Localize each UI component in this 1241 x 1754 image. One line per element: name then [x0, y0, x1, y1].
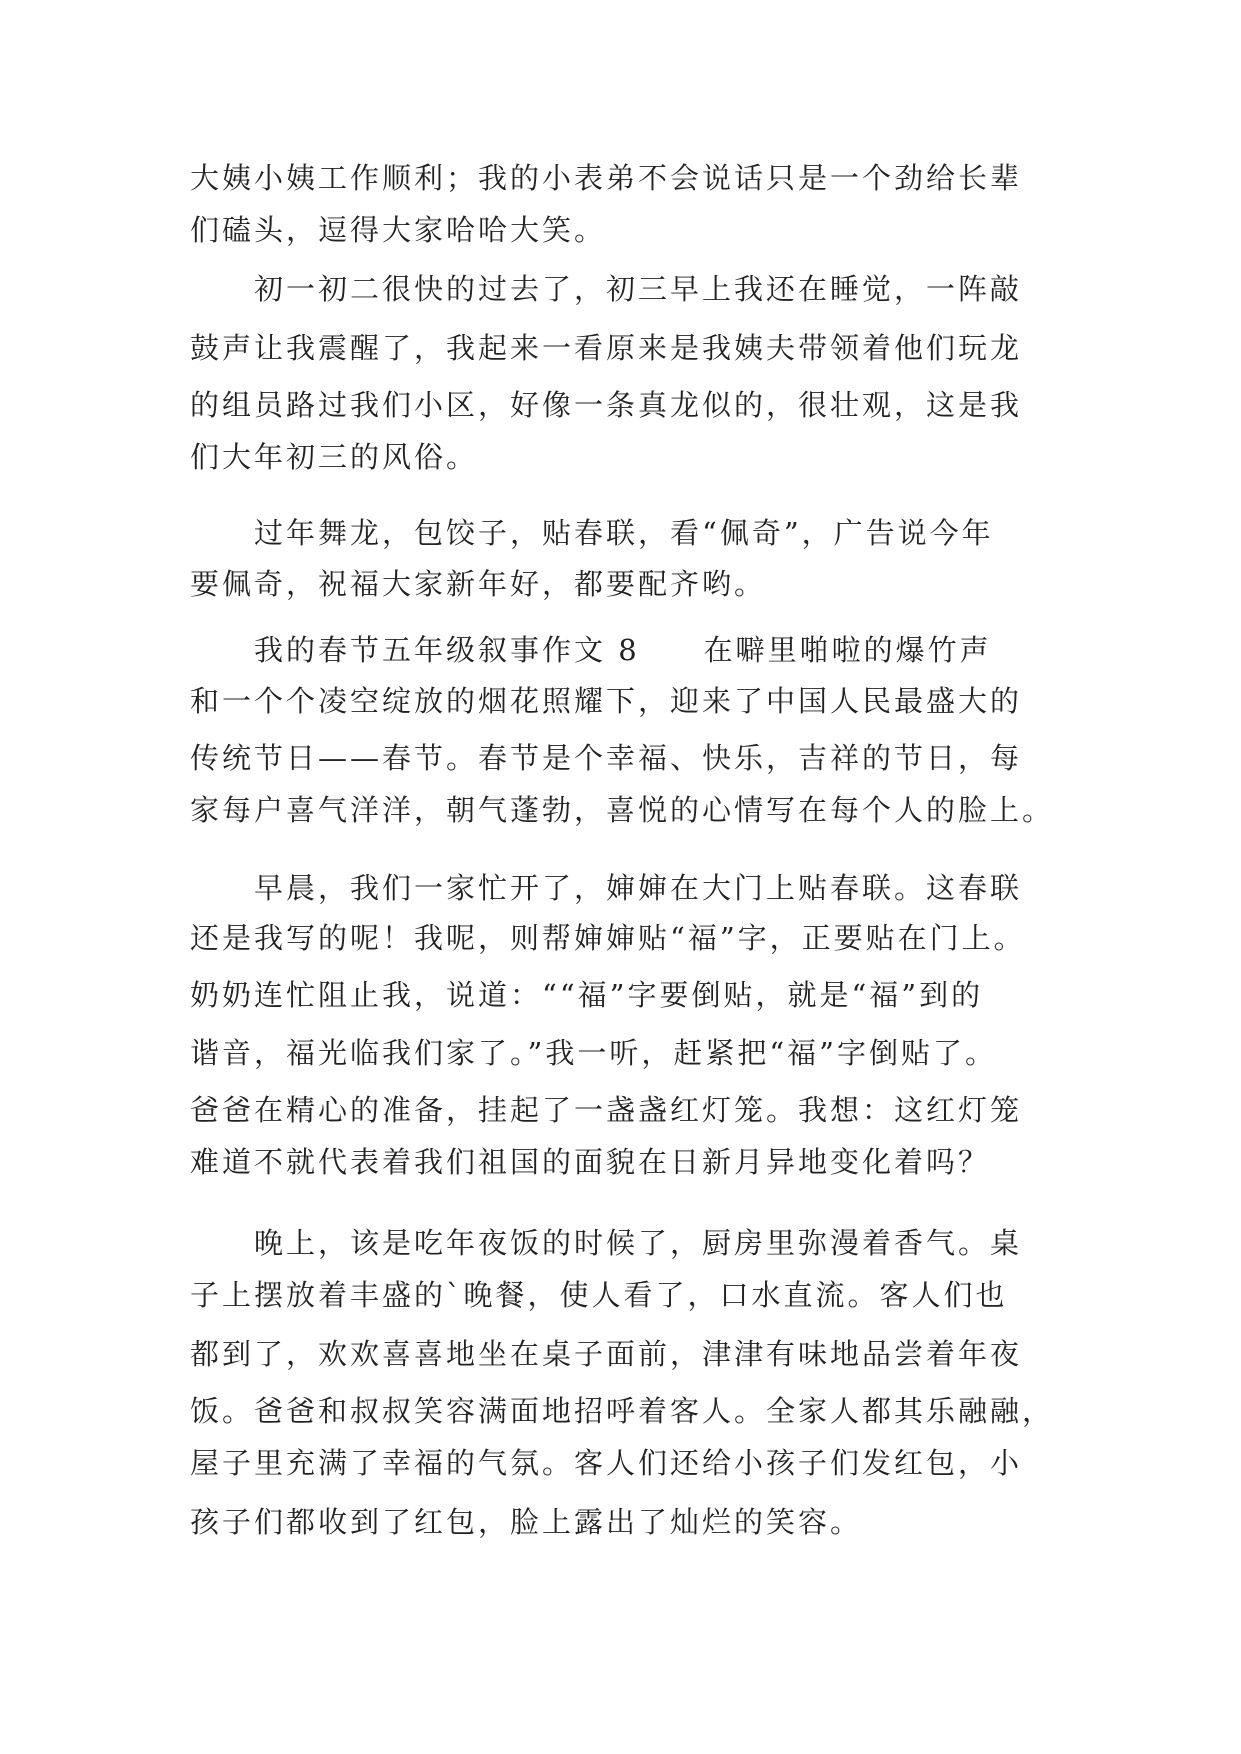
text-line: 鼓声让我震醒了，我起来一看原来是我姨夫带领着他们玩龙 [190, 331, 1023, 365]
text-line: 大姨小姨工作顺利；我的小表弟不会说话只是一个劲给长辈 [190, 161, 1023, 195]
text-line: 爸爸在精心的准备，挂起了一盏盏红灯笼。我想：这红灯笼 [190, 1093, 1023, 1127]
text-line: 要佩奇，祝福大家新年好，都要配齐哟。 [190, 567, 767, 601]
text-line: 难道不就代表着我们祖国的面貌在日新月异地变化着吗？ [190, 1145, 991, 1179]
text-line: 还是我写的呢！我呢，则帮婶婶贴“福”字，正要贴在门上。 [190, 921, 1026, 955]
text-line: 和一个个凌空绽放的烟花照耀下，迎来了中国人民最盛大的 [190, 684, 1023, 718]
text-line: 都到了，欢欢喜喜地坐在桌子面前，津津有味地品尝着年夜 [190, 1337, 1023, 1371]
text-line: 饭。爸爸和叔叔笑容满面地招呼着客人。全家人都其乐融融， [190, 1394, 1055, 1428]
text-line: 子上摆放着丰盛的`晚餐，使人看了，口水直流。客人们也 [190, 1278, 1008, 1312]
text-line: 们磕头，逗得大家哈哈大笑。 [190, 213, 607, 247]
text-line: 过年舞龙，包饺子，贴春联，看“佩奇”，广告说今年 [254, 516, 994, 550]
text-line: 谐音，福光临我们家了。”我一听，赶紧把“福”字倒贴了。 [190, 1036, 997, 1070]
text-line: 奶奶连忙阻止我，说道：““福”字要倒贴，就是“福”到的 [190, 978, 984, 1012]
text-line: 早晨，我们一家忙开了，婶婶在大门上贴春联。这春联 [254, 871, 1023, 905]
text-line: 们大年初三的风俗。 [190, 440, 479, 474]
text-line: 传统节日——春节。春节是个幸福、快乐，吉祥的节日，每 [190, 741, 1023, 775]
text-line: 的组员路过我们小区，好像一条真龙似的，很壮观，这是我 [190, 388, 1023, 422]
text-line: 我的春节五年级叙事作文 8 在噼里啪啦的爆竹声 [254, 633, 992, 667]
text-line: 初一初二很快的过去了，初三早上我还在睡觉，一阵敲 [254, 272, 1023, 306]
text-line: 晚上，该是吃年夜饭的时候了，厨房里弥漫着香气。桌 [254, 1226, 1023, 1260]
text-line: 家每户喜气洋洋，朝气蓬勃，喜悦的心情写在每个人的脸上。 [190, 793, 1055, 827]
text-line: 孩子们都收到了红包，脸上露出了灿烂的笑容。 [190, 1505, 863, 1539]
text-line: 屋子里充满了幸福的气氛。客人们还给小孩子们发红包，小 [190, 1446, 1023, 1480]
